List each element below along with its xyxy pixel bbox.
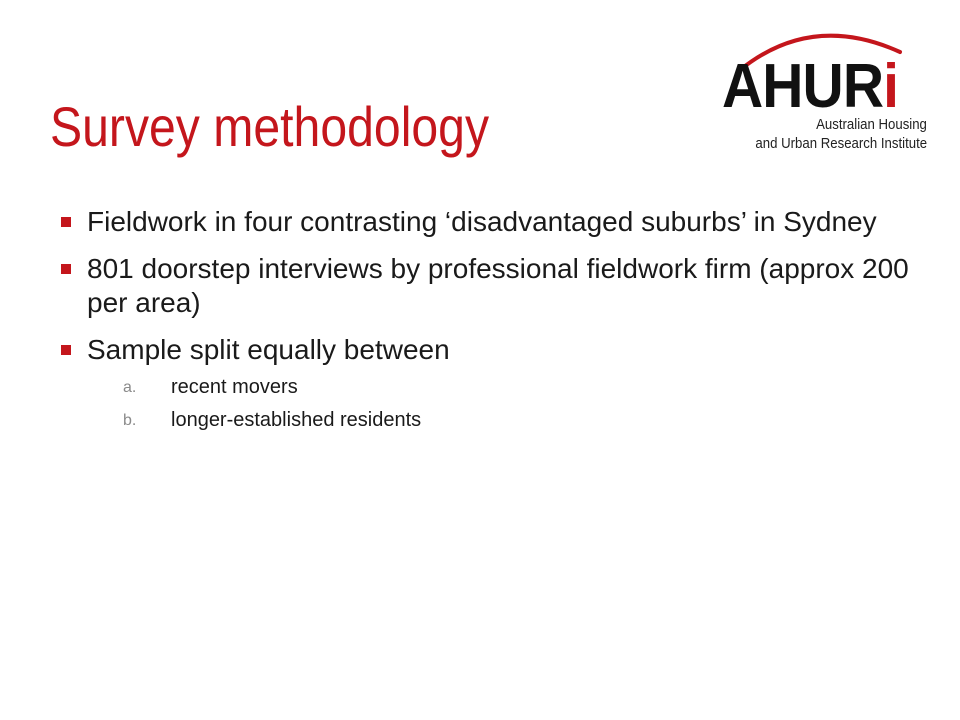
square-bullet-icon (61, 264, 71, 274)
logo-subtitle-line1: Australian Housing (816, 116, 927, 133)
bullet-text: Sample split equally between (87, 334, 450, 365)
logo-wordmark-text: AHUR (722, 52, 884, 121)
ahuri-logo (712, 18, 927, 158)
slide-title: Survey methodology (50, 95, 490, 158)
sub-item-marker: b. (123, 412, 137, 429)
sub-item-text: recent movers (171, 376, 298, 398)
square-bullet-icon (61, 345, 71, 355)
sub-item (87, 371, 920, 404)
bullet-list (60, 205, 920, 450)
square-bullet-icon (61, 217, 71, 227)
logo-subtitle-line2: and Urban Research Institute (755, 135, 927, 152)
bullet-item (60, 205, 920, 239)
sub-list (87, 371, 920, 437)
bullet-item (60, 333, 920, 437)
sub-item-text: longer-established residents (171, 409, 422, 431)
bullet-text: Fieldwork in four contrasting ‘disadvantaged suburbs’ in Sydney (87, 206, 877, 237)
bullet-item (60, 252, 920, 320)
sub-item (87, 404, 920, 437)
bullet-text: 801 doorstep interviews by professional fieldwork firm (approx 200 per area) (87, 253, 909, 318)
logo-wordmark (722, 52, 898, 122)
logo-wordmark-i: i (883, 52, 899, 121)
sub-item-marker: a. (123, 379, 137, 396)
